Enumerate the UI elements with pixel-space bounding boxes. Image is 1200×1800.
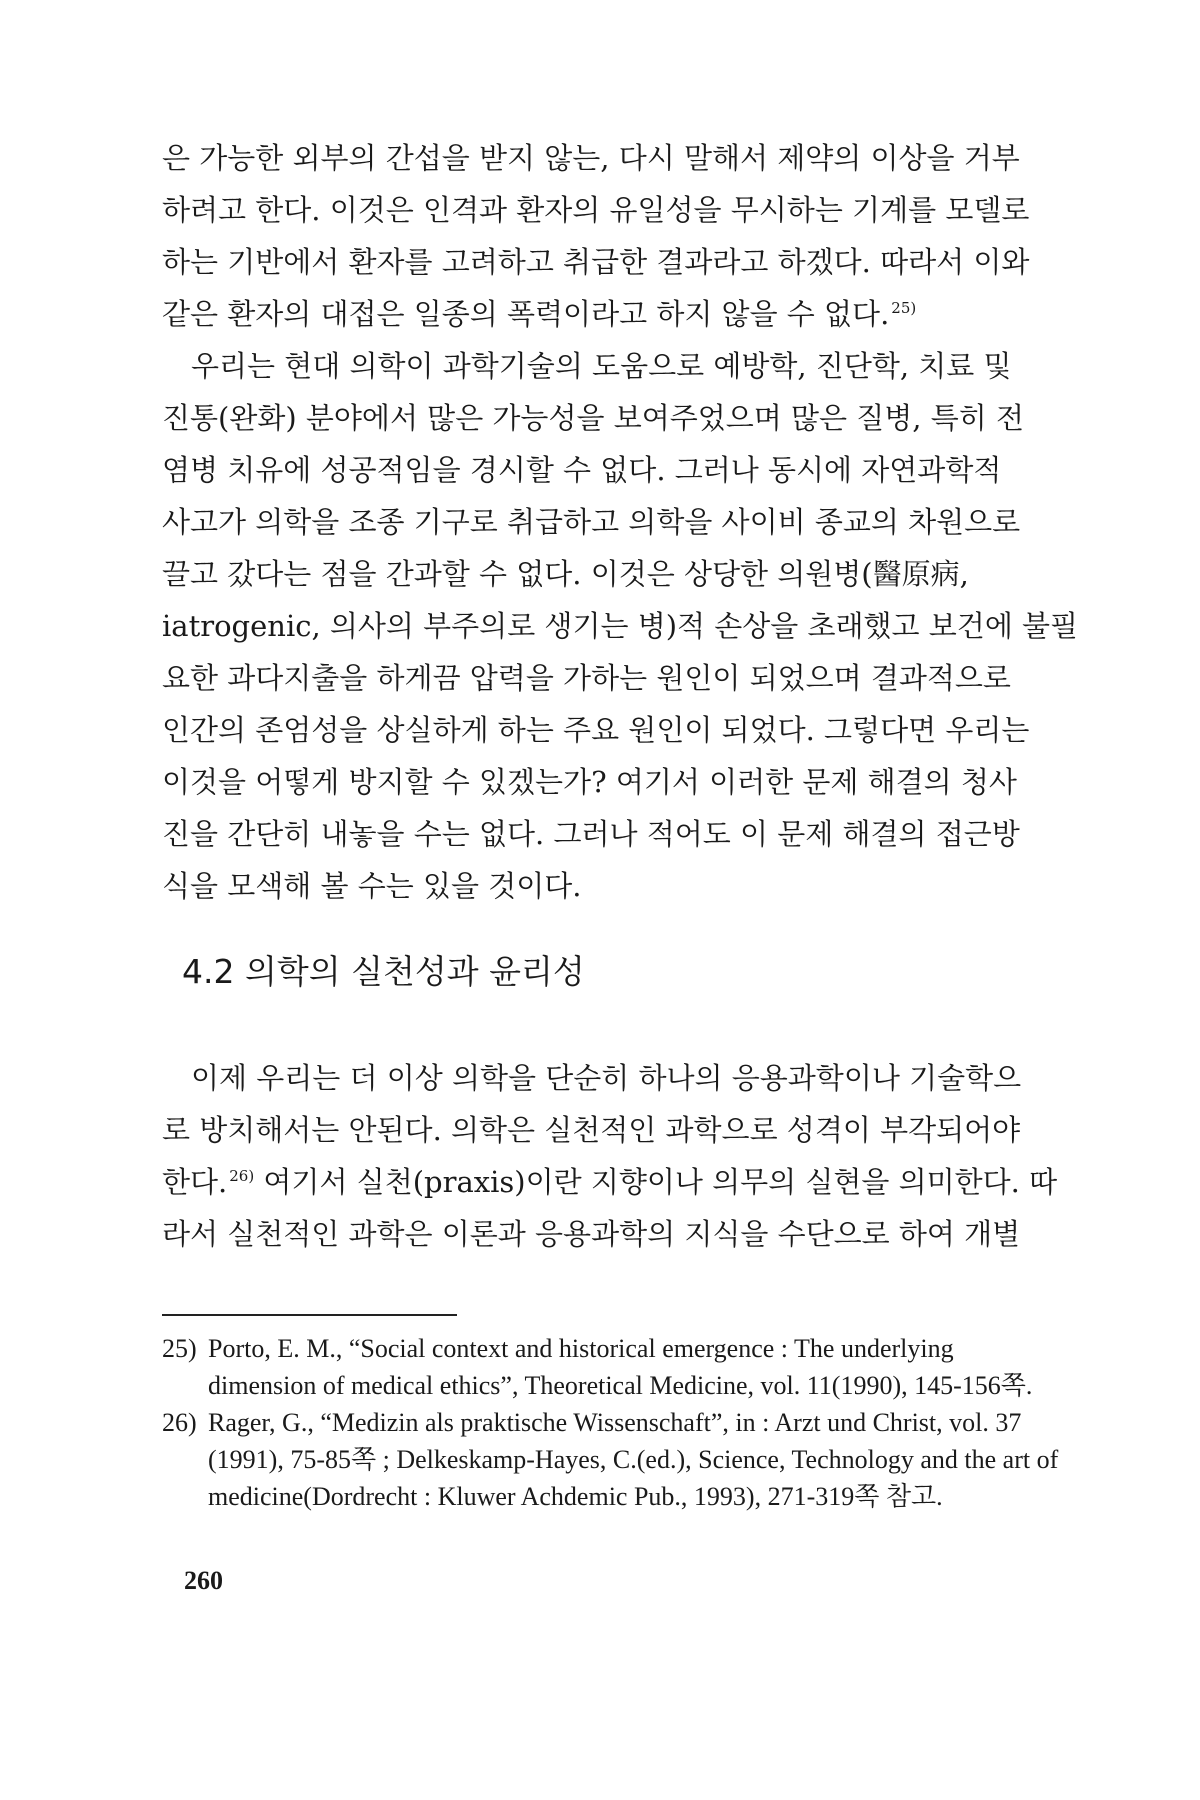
text-line: 인간의 존엄성을 상실하게 하는 주요 원인이 되었다. 그렇다면 우리는 (162, 713, 1030, 747)
footnote-line: (1991), 75-85쪽 ; Delkeskamp-Hayes, C.(ed.), Science, Technology and the art of (208, 1445, 1059, 1474)
footnote-line (162, 1330, 1047, 1367)
text-line: 하는 기반에서 환자를 고려하고 취급한 결과라고 하겠다. 따라서 이와 (162, 245, 1030, 279)
footnote-line: medicine(Dordrecht : Kluwer Achdemic Pub., 1993), 271-319쪽 참고. (208, 1482, 943, 1511)
text-line (162, 288, 1047, 340)
footnotes (162, 1330, 1059, 1515)
text-line: 진통(완화) 분야에서 많은 가능성을 보여주었으며 많은 질병, 특히 전 (162, 401, 1024, 435)
footnote-divider (162, 1314, 457, 1316)
text-line: iatrogenic, 의사의 부주의로 생기는 병)적 손상을 초래했고 보건에 불필 (162, 609, 1079, 643)
footnote-number: 26) (162, 1408, 197, 1437)
text-segment: 같은 환자의 대접은 일종의 폭력이라고 하지 않을 수 없다. (162, 297, 890, 331)
text-line: 이것을 어떻게 방지할 수 있겠는가? 여기서 이러한 문제 해결의 청사 (162, 765, 1017, 799)
text-line: 요한 과다지출을 하게끔 압력을 가하는 원인이 되었으며 결과적으로 (162, 661, 1011, 695)
footnote-number: 25) (162, 1334, 197, 1363)
text-line: 식을 모색해 볼 수는 있을 것이다. (162, 869, 582, 903)
text-segment: 여기서 실천(praxis)이란 지향이나 의무의 실현을 의미한다. 따 (254, 1165, 1058, 1199)
footnote-line: dimension of medical ethics”, Theoretical Medicine, vol. 11(1990), 145-156쪽. (208, 1371, 1033, 1400)
text-line: 은 가능한 외부의 간섭을 받지 않는, 다시 말해서 제약의 이상을 거부 (162, 141, 1020, 175)
text-line: 끌고 갔다는 점을 간과할 수 없다. 이것은 상당한 의원병(醫原病, (162, 557, 969, 591)
footnote-line (162, 1404, 1047, 1441)
text-line (162, 1156, 1058, 1208)
text-line: 이제 우리는 더 이상 의학을 단순히 하나의 응용과학이나 기술학으 (191, 1061, 1022, 1095)
section-heading: 4.2 의학의 실천성과 윤리성 (182, 952, 585, 991)
text-line: 진을 간단히 내놓을 수는 없다. 그러나 적어도 이 문제 해결의 접근방 (162, 817, 1020, 851)
text-segment: 한다. (162, 1165, 228, 1199)
text-line: 라서 실천적인 과학은 이론과 응용과학의 지식을 수단으로 하여 개별 (162, 1217, 1021, 1251)
footnote-text: Rager, G., “Medizin als praktische Wissenschaft”, in : Arzt und Christ, vol. 37 (208, 1408, 1022, 1437)
text-line: 사고가 의학을 조종 기구로 취급하고 의학을 사이비 종교의 차원으로 (162, 505, 1021, 539)
body-text-upper (162, 132, 1079, 912)
page-number: 260 (184, 1566, 223, 1595)
text-line: 염병 치유에 성공적임을 경시할 수 없다. 그러나 동시에 자연과학적 (162, 453, 1002, 487)
footnote-ref-25[interactable]: 25) (891, 299, 917, 317)
text-line: 우리는 현대 의학이 과학기술의 도움으로 예방학, 진단학, 치료 및 (191, 349, 1012, 383)
text-line: 로 방치해서는 안된다. 의학은 실천적인 과학으로 성격이 부각되어야 (162, 1113, 1021, 1147)
body-text-lower (162, 1052, 1058, 1260)
footnote-text: Porto, E. M., “Social context and historical emergence : The underlying (208, 1334, 954, 1363)
text-line: 하려고 한다. 이것은 인격과 환자의 유일성을 무시하는 기계를 모델로 (162, 193, 1030, 227)
footnote-ref-26[interactable]: 26) (229, 1167, 255, 1185)
